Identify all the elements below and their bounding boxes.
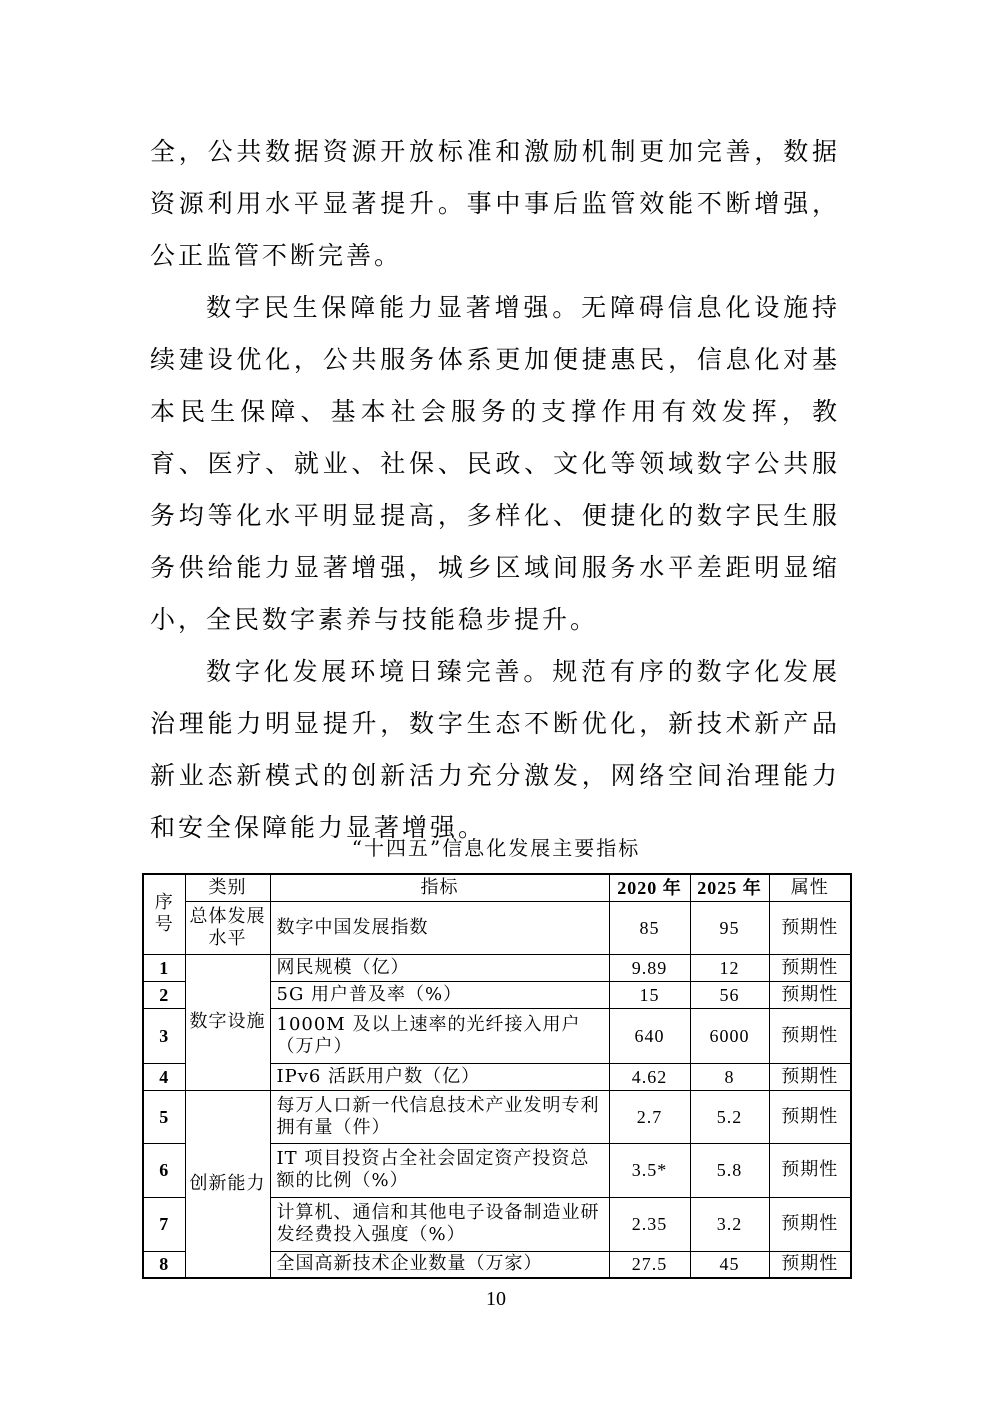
- row-2020: 27.5: [609, 1251, 690, 1278]
- row-2025: 5.2: [690, 1090, 769, 1143]
- row-2020: 4.62: [609, 1063, 690, 1090]
- overall-indicator: 数字中国发展指数: [270, 901, 609, 954]
- overall-category: 总体发展水平: [185, 901, 270, 954]
- overall-2025: 95: [690, 901, 769, 954]
- row-seq: 1: [143, 954, 185, 981]
- row-indicator: 计算机、通信和其他电子设备制造业研发经费投入强度（%）: [270, 1197, 609, 1251]
- group-innovation: 创新能力: [185, 1090, 270, 1278]
- table-row: [143, 901, 851, 954]
- header-seq: 序号: [143, 874, 185, 954]
- row-seq: 2: [143, 981, 185, 1008]
- row-attribute: 预期性: [769, 981, 851, 1008]
- paragraph-digital-livelihood: 数字民生保障能力显著增强。无障碍信息化设施持续建设优化，公共服务体系更加便捷惠民，信息化对基本民生保障、基本社会服务的支撑作用有效发挥，教育、医疗、就业、社保、民政、文化等领域数字公共服务均等化水平明显提高，多样化、便捷化的数字民生服务供给能力显著增强，城乡区域间服务水平差距明显缩小，全民数字素养与技能稳步提升。: [150, 293, 840, 634]
- row-attribute: 预期性: [769, 1090, 851, 1143]
- overall-2020: 85: [609, 901, 690, 954]
- row-attribute: 预期性: [769, 1197, 851, 1251]
- indicators-table: [142, 873, 852, 1279]
- row-2025: 56: [690, 981, 769, 1008]
- row-indicator: 1000M 及以上速率的光纤接入用户（万户）: [270, 1008, 609, 1063]
- row-attribute: 预期性: [769, 1143, 851, 1197]
- paragraph-digital-environment: 数字化发展环境日臻完善。规范有序的数字化发展治理能力明显提升，数字生态不断优化，新技术新产品新业态新模式的创新活力充分激发，网络空间治理能力和安全保障能力显著增强。: [150, 657, 840, 842]
- group-infrastructure: 数字设施: [185, 954, 270, 1090]
- table-caption: “十四五”信息化发展主要指标: [351, 836, 641, 860]
- row-2025: 12: [690, 954, 769, 981]
- row-2025: 6000: [690, 1008, 769, 1063]
- row-indicator: 每万人口新一代信息技术产业发明专利拥有量（件）: [270, 1090, 609, 1143]
- table-row: [143, 1090, 851, 1143]
- row-indicator: IPv6 活跃用户数（亿）: [270, 1063, 609, 1090]
- paragraph-continuation: 全，公共数据资源开放标准和激励机制更加完善，数据资源利用水平显著提升。事中事后监管效能不断增强，公正监管不断完善。: [150, 137, 840, 270]
- row-indicator: 全国高新技术企业数量（万家）: [270, 1251, 609, 1278]
- row-2025: 45: [690, 1251, 769, 1278]
- row-seq: 3: [143, 1008, 185, 1063]
- row-seq: 7: [143, 1197, 185, 1251]
- header-attribute: 属性: [769, 874, 851, 901]
- row-attribute: 预期性: [769, 1008, 851, 1063]
- row-2020: 9.89: [609, 954, 690, 981]
- page-number: 10: [486, 1288, 506, 1310]
- overall-attribute: 预期性: [769, 901, 851, 954]
- row-indicator: 网民规模（亿）: [270, 954, 609, 981]
- row-2025: 8: [690, 1063, 769, 1090]
- row-2025: 5.8: [690, 1143, 769, 1197]
- header-2020: 2020 年: [609, 874, 690, 901]
- table-header-row: [143, 874, 851, 901]
- row-2020: 15: [609, 981, 690, 1008]
- row-seq: 6: [143, 1143, 185, 1197]
- row-attribute: 预期性: [769, 1063, 851, 1090]
- row-attribute: 预期性: [769, 1251, 851, 1278]
- row-seq: 5: [143, 1090, 185, 1143]
- row-seq: 4: [143, 1063, 185, 1090]
- row-seq: 8: [143, 1251, 185, 1278]
- header-category: 类别: [185, 874, 270, 901]
- row-2020: 2.35: [609, 1197, 690, 1251]
- table-row: [143, 954, 851, 981]
- row-indicator: IT 项目投资占全社会固定资产投资总额的比例（%）: [270, 1143, 609, 1197]
- row-attribute: 预期性: [769, 954, 851, 981]
- header-indicator: 指标: [270, 874, 609, 901]
- row-2020: 2.7: [609, 1090, 690, 1143]
- row-indicator: 5G 用户普及率（%）: [270, 981, 609, 1008]
- header-2025: 2025 年: [690, 874, 769, 901]
- row-2020: 640: [609, 1008, 690, 1063]
- row-2020: 3.5*: [609, 1143, 690, 1197]
- row-2025: 3.2: [690, 1197, 769, 1251]
